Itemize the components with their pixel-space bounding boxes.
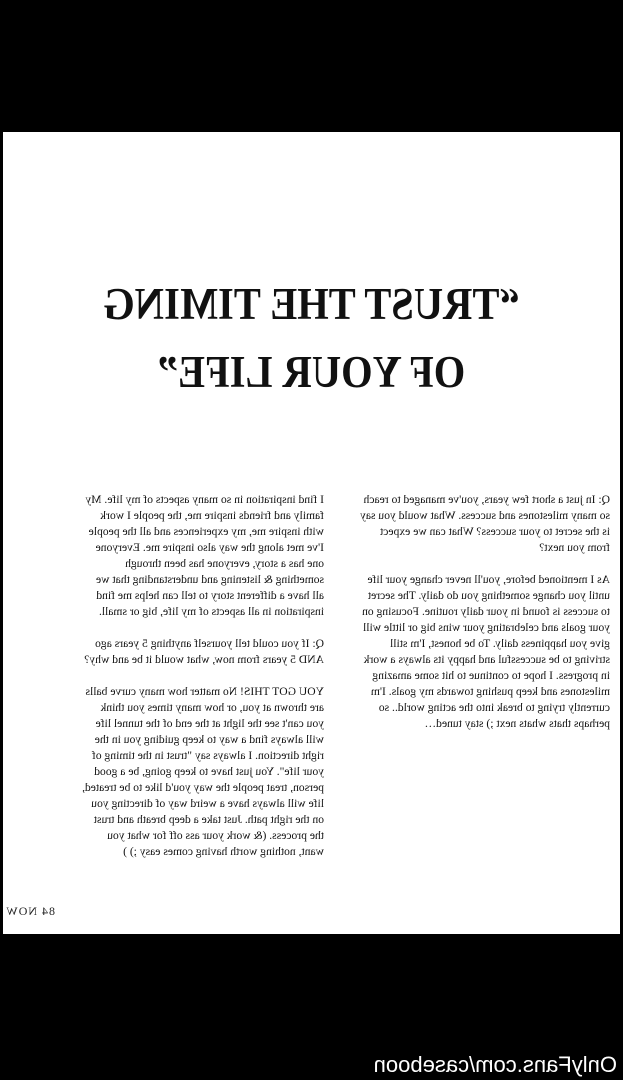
- left-column: [82, 492, 324, 876]
- magazine-page: [3, 132, 620, 934]
- page-folio: 84 NOW: [5, 904, 55, 918]
- right-paragraph-2: As I mentioned before, you'll never change your life until you change something you do daily. The secret to success is found in your daily routine. Focusing on your goals and celebrating your wins big or little will give you happiness daily. To be honest, I'm still striving to be successful and happy its always a work in progress. I hope to continue to hit some amazing milestones and keep pushing towards my goals. I'm currently trying to break into the acting world.. so perhaps thats whats next ;) stay tuned…: [362, 573, 610, 730]
- watermark-text: OnlyFans.com/caseboon: [373, 1052, 617, 1077]
- mirrored-spread: [3, 132, 620, 934]
- left-paragraph-2: Q: If you could tell yourself anything 5 years ago AND 5 years from now, what would it be and why?: [84, 637, 324, 666]
- left-paragraph-1: I find inspiration in so many aspects of my life. My family and friends inspire me, the people I work with inspire me, my experiences and all the people I've met along the way also inspire me. Everyone one has a story, everyone has been through something & listening and understanding that we all have a different story to tell can helps me find inspiration in all aspects of my life, big or small.: [85, 493, 324, 618]
- left-paragraph-3: YOU GOT THIS! No matter how many curve balls are thrown at you, or how many times you think you can't see the light at the end of the tunnel life will always find a way to keep guiding you in the right direction. I always say "trust in the timing of your life". You just have to keep going, be a good person, treat people the way you'd like to be treated, life will always have a weird way of directing you on the right path. Just take a deep breath and trust the process. (& work your ass off for what you want, nothing worth having comes easy ;) ): [82, 685, 324, 858]
- right-paragraph-1: Q: In just a short few years, you've managed to reach so many milestones and success. What would you say is the secret to your success? What can we expect from you next?: [360, 493, 610, 554]
- headline: [3, 270, 620, 406]
- right-column: [358, 492, 610, 748]
- watermark: [0, 1052, 623, 1078]
- headline-line-1: “TRUST THE TIMING: [103, 279, 520, 329]
- headline-line-2: OF YOUR LIFE”: [157, 347, 466, 397]
